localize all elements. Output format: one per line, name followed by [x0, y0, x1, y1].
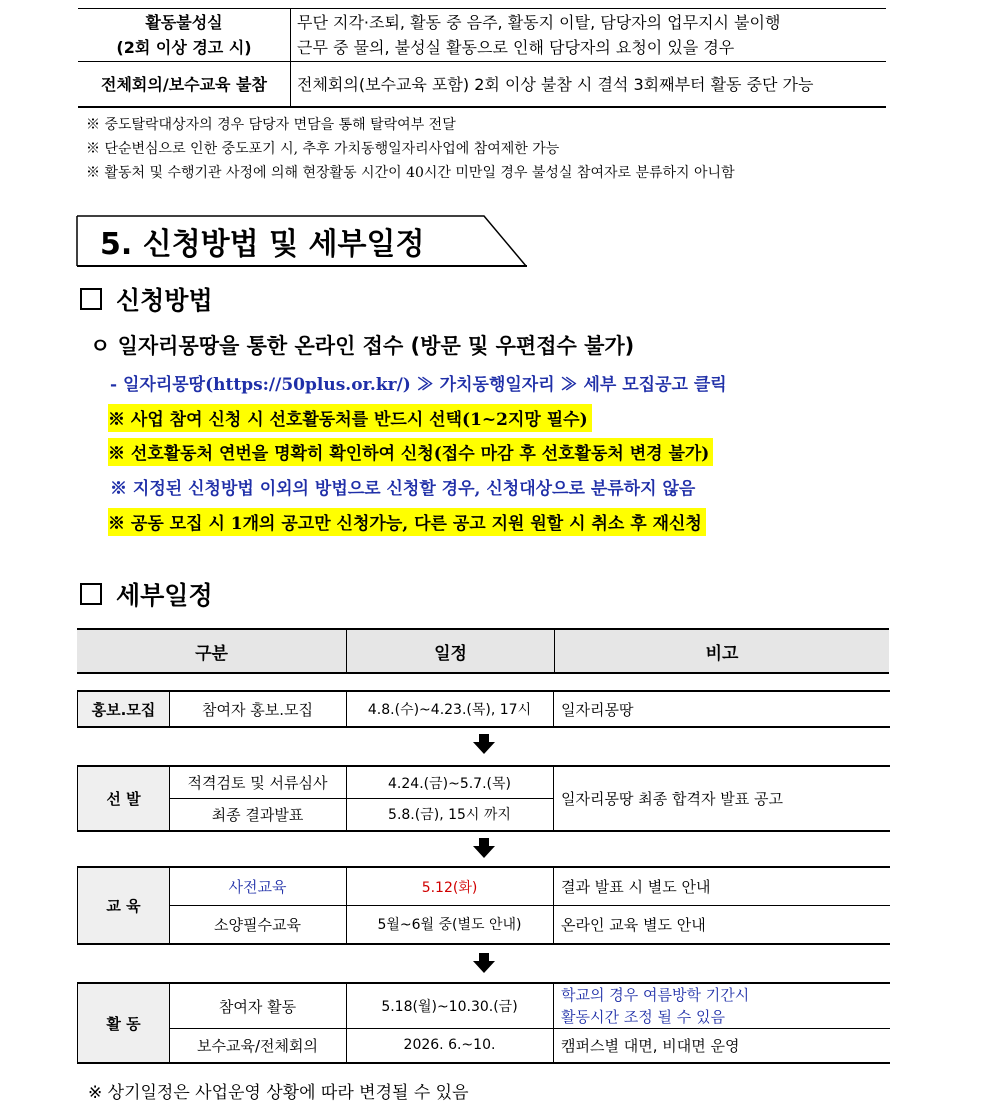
rule-row — [78, 62, 886, 108]
edu-note: 온라인 교육 별도 안내 — [553, 905, 890, 945]
edu-note: 결과 발표 시 별도 안내 — [553, 866, 890, 906]
edu-category: 교 육 — [77, 866, 170, 945]
select-date: 5.8.(금), 15시 까지 — [346, 798, 554, 832]
method-heading — [80, 281, 213, 317]
act-item: 보수교육/전체회의 — [169, 1028, 347, 1064]
promo-date: 4.8.(수)~4.23.(목), 17시 — [346, 690, 554, 728]
promo-item: 참여자 홍보.모집 — [169, 690, 347, 728]
section-title: 5. 신청방법 및 세부일정 — [100, 227, 425, 262]
edu-date: 5.12(화) — [346, 866, 554, 906]
edu-item: 사전교육 — [169, 866, 347, 906]
method-main: ㅇ 일자리몽땅을 통한 온라인 접수 (방문 및 우편접수 불가) — [90, 334, 635, 358]
select-category: 선 발 — [77, 765, 170, 832]
note-line: ※ 활동처 및 수행기관 사정에 의해 현장활동 시간이 40시간 미만일 경우 불성실 참여자로 분류하지 아니함 — [86, 165, 735, 181]
promo-note: 일자리몽땅 — [553, 690, 890, 728]
rule-label: 전체회의/보수교육 불참 — [78, 62, 291, 108]
header-date: 일정 — [347, 630, 555, 672]
schedule-footnote: ※ 상기일정은 사업운영 상황에 따라 변경될 수 있음 — [88, 1083, 469, 1103]
select-item: 적격검토 및 서류심사 — [169, 765, 347, 799]
down-arrow-icon — [473, 838, 495, 858]
method-item: ※ 사업 참여 신청 시 선호활동처를 반드시 선택(1~2지망 필수) — [108, 404, 592, 432]
down-arrow-icon — [473, 734, 495, 754]
rule-label: 활동불성실 (2회 이상 경고 시) — [78, 9, 291, 62]
method-item: ※ 지정된 신청방법 이외의 방법으로 신청할 경우, 신청대상으로 분류하지 않음 — [110, 479, 696, 499]
schedule-heading — [80, 576, 213, 612]
edu-item: 소양필수교육 — [169, 905, 347, 945]
rule-desc: 무단 지각·조퇴, 활동 중 음주, 활동지 이탈, 담당자의 업무지시 불이행 근무 중 물의, 불성실 활동으로 인해 담당자의 요청이 있을 경우 — [291, 9, 887, 62]
rules-table — [78, 8, 886, 108]
schedule-heading-label: 세부일정 — [116, 581, 213, 610]
method-item: ※ 공동 모집 시 1개의 공고만 신청가능, 다른 공고 지원 원할 시 취소 후 재신청 — [108, 508, 706, 536]
header-category: 구분 — [77, 630, 347, 672]
select-note: 일자리몽땅 최종 합격자 발표 공고 — [553, 765, 890, 832]
method-item: ※ 선호활동처 연번을 명확히 확인하여 신청(접수 마감 후 선호활동처 변경 불가) — [108, 438, 713, 466]
act-date: 5.18(월)~10.30.(금) — [346, 982, 554, 1029]
promo-category: 홍보.모집 — [77, 690, 170, 728]
rule-row — [78, 9, 886, 62]
edu-date: 5월~6월 중(별도 안내) — [346, 905, 554, 945]
note-line: ※ 중도탈락대상자의 경우 담당자 면담을 통해 탈락여부 전달 — [86, 117, 456, 133]
rule-desc: 전체회의(보수교육 포함) 2회 이상 불참 시 결석 3회째부터 활동 중단 가능 — [291, 62, 887, 108]
checkbox-square-icon — [80, 288, 102, 310]
select-date: 4.24.(금)~5.7.(목) — [346, 765, 554, 799]
act-item: 참여자 활동 — [169, 982, 347, 1029]
header-note: 비고 — [705, 643, 739, 664]
method-link: - 일자리몽땅(https://50plus.or.kr/) ≫ 가치동행일자리 ≫ 세부 모집공고 클릭 — [110, 375, 727, 395]
act-note: 캠퍼스별 대면, 비대면 운영 — [553, 1028, 890, 1064]
checkbox-square-icon — [80, 583, 102, 605]
schedule-header — [77, 628, 889, 674]
down-arrow-icon — [473, 953, 495, 973]
act-category: 활 동 — [77, 982, 170, 1064]
act-date: 2026. 6.~10. — [346, 1028, 554, 1064]
note-line: ※ 단순변심으로 인한 중도포기 시, 추후 가치동행일자리사업에 참여제한 가능 — [86, 141, 560, 157]
method-heading-label: 신청방법 — [116, 286, 213, 315]
act-note: 학교의 경우 여름방학 기간시 활동시간 조정 될 수 있음 — [553, 982, 890, 1029]
select-item: 최종 결과발표 — [169, 798, 347, 832]
